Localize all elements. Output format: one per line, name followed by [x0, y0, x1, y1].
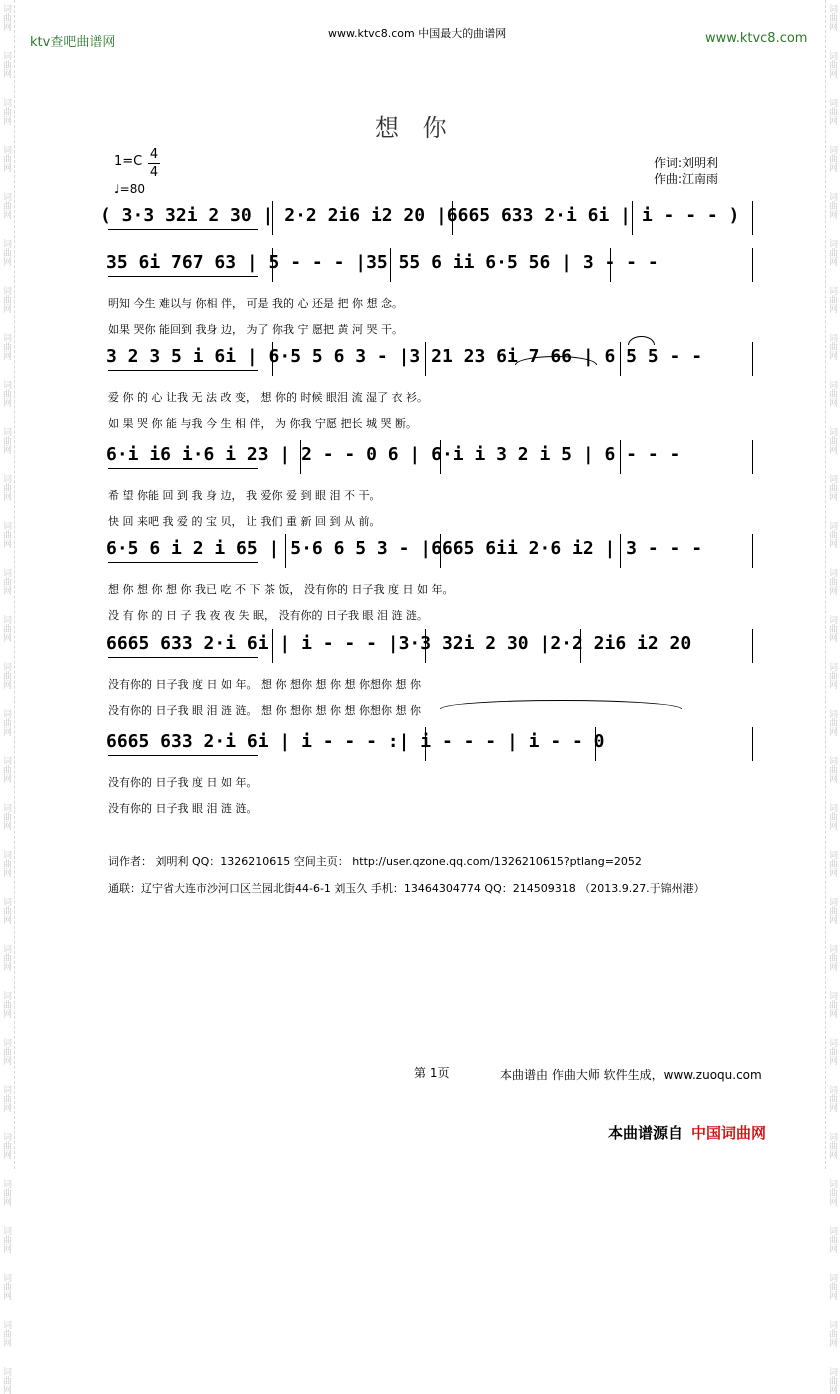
watermark-text: 词曲网 [827, 756, 837, 783]
tempo-value: =80 [119, 182, 145, 196]
watermark-text: 词曲网 [827, 897, 837, 924]
barline [300, 440, 301, 474]
watermark-text: 词曲网 [1, 1085, 11, 1112]
watermark-text: 词曲网 [827, 521, 837, 548]
beam-underline [108, 755, 258, 756]
header-center-site[interactable]: www.ktvc8.com 中国最大的曲谱网 [328, 27, 507, 40]
watermark-text: 词曲网 [827, 239, 837, 266]
watermark-text: 词曲网 [1, 568, 11, 595]
watermark-text: 词曲网 [827, 427, 837, 454]
watermark-text: 词曲网 [827, 1320, 837, 1347]
barline [580, 629, 581, 663]
watermark-text: 词曲网 [1, 662, 11, 689]
watermark-text: 词曲网 [1, 615, 11, 642]
lyric-line: 希 望 你能 回 到 我 身 边， 我 爱你 爱 到 眼 泪 不 干。 [108, 489, 381, 502]
barline [272, 342, 273, 376]
tie-arc [628, 336, 655, 345]
watermark-text: 词曲网 [1, 521, 11, 548]
watermark-text: 词曲网 [1, 803, 11, 830]
watermark-text: 词曲网 [827, 662, 837, 689]
barline [595, 727, 596, 761]
notation-line: 3 2 3 5 i 6i | 6·5 5 6 3 - |3 21 23 6i 7 66 | 6 5 5 - - [106, 346, 703, 367]
time-signature-top: 4 [149, 147, 159, 162]
barline [610, 248, 611, 282]
watermark-text: 词曲网 [827, 1085, 837, 1112]
beam-underline [108, 562, 258, 563]
time-signature-bottom: 4 [149, 165, 159, 180]
composer-credit: 作曲:江南雨 [654, 172, 719, 186]
barline [620, 342, 621, 376]
watermark-text: 词曲网 [827, 1038, 837, 1065]
header-left-site[interactable]: ktv查吧曲谱网 [30, 35, 116, 50]
barline [272, 629, 273, 663]
barline [752, 201, 753, 235]
watermark-text: 词曲网 [827, 286, 837, 313]
watermark-text: 词曲网 [1, 756, 11, 783]
beam-underline [108, 276, 258, 277]
lyric-line: 想 你 想 你 想 你 我已 吃 不 下 茶 饭， 没有你的 日子我 度 日 如 年。 [108, 583, 454, 596]
header-right-site[interactable]: www.ktvc8.com [705, 31, 808, 46]
watermark-text: 词曲网 [827, 474, 837, 501]
left-watermark-strip [0, 0, 15, 1394]
watermark-text: 词曲网 [827, 98, 837, 125]
lyric-line: 没 有 你 的 日 子 我 夜 夜 失 眠， 没有你的 日子我 眼 泪 涟 涟。 [108, 609, 428, 622]
lyric-line: 快 回 来吧 我 爱 的 宝 贝， 让 我们 重 新 回 到 从 前。 [108, 515, 381, 528]
watermark-text: 词曲网 [827, 333, 837, 360]
right-watermark-strip [825, 0, 840, 1394]
barline [752, 727, 753, 761]
page-number: 第 1页 [414, 1066, 450, 1080]
lyric-line: 没有你的 日子我 眼 泪 涟 涟。 想 你 想你 想 你 想 你想你 想 你 [108, 704, 421, 717]
watermark-text: 词曲网 [1, 51, 11, 78]
notation-line: 35 6i 767 63 | 5 - - - |35 55 6 ii 6·5 56 | 3 - - - [106, 252, 659, 273]
generator-credit: 本曲谱由 作曲大师 软件生成，www.zuoqu.com [500, 1068, 762, 1082]
key-signature: 1=C [114, 154, 143, 169]
watermark-text: 词曲网 [1, 850, 11, 877]
watermark-text: 词曲网 [1, 192, 11, 219]
watermark-text: 词曲网 [827, 145, 837, 172]
barline [620, 534, 621, 568]
tie-arc [440, 700, 682, 709]
barline [440, 440, 441, 474]
lyric-line: 没有你的 日子我 度 日 如 年。 [108, 776, 258, 789]
notation-line: 6665 633 2·i 6i | i - - - :| i - - - | i - - 0 [106, 731, 605, 752]
barline [425, 342, 426, 376]
barline [752, 629, 753, 663]
time-signature [148, 146, 160, 181]
watermark-text: 词曲网 [1, 427, 11, 454]
beam-underline [108, 370, 258, 371]
watermark-text: 词曲网 [827, 51, 837, 78]
watermark-text: 词曲网 [827, 1226, 837, 1253]
lyric-line: 如 果 哭 你 能 与我 今 生 相 伴， 为 你我 宁愿 把长 城 哭 断。 [108, 417, 417, 430]
watermark-text: 词曲网 [827, 1179, 837, 1206]
notation-line: 6·i i6 i·6 i 23 | 2 - - 0 6 | 6·i i 3 2 i 5 | 6 - - - [106, 444, 681, 465]
barline [440, 534, 441, 568]
watermark-text: 词曲网 [1, 1132, 11, 1159]
watermark-text: 词曲网 [827, 192, 837, 219]
watermark-text: 词曲网 [827, 850, 837, 877]
watermark-text: 词曲网 [1, 991, 11, 1018]
watermark-text: 词曲网 [1, 145, 11, 172]
watermark-text: 词曲网 [1, 239, 11, 266]
watermark-text: 词曲网 [1, 474, 11, 501]
lyric-line: 没有你的 日子我 眼 泪 涟 涟。 [108, 802, 258, 815]
barline [752, 342, 753, 376]
beam-underline [108, 657, 258, 658]
watermark-text: 词曲网 [1, 98, 11, 125]
watermark-text: 词曲网 [1, 1179, 11, 1206]
watermark-text: 词曲网 [827, 1132, 837, 1159]
source-label: 本曲谱源自 [608, 1124, 684, 1142]
barline [390, 248, 391, 282]
watermark-text: 词曲网 [1, 1038, 11, 1065]
watermark-text: 词曲网 [827, 1367, 837, 1394]
watermark-text: 词曲网 [1, 897, 11, 924]
lyric-line: 没有你的 日子我 度 日 如 年。 想 你 想你 想 你 想 你想你 想 你 [108, 678, 421, 691]
barline [752, 440, 753, 474]
source-site-link[interactable]: 中国词曲网 [691, 1124, 767, 1142]
notation-line: ( 3·3 32i 2 30 | 2·2 2i6 i2 20 |6665 633 2·i 6i | i - - - ) [100, 205, 740, 226]
watermark-text: 词曲网 [1, 1273, 11, 1300]
song-title: 想 你 [375, 114, 455, 142]
barline [285, 534, 286, 568]
quarter-note-icon: ♩ [114, 182, 120, 196]
lyric-line: 明知 今生 难以与 你相 伴， 可是 我的 心 还是 把 你 想 念。 [108, 297, 403, 310]
watermark-text: 词曲网 [1, 4, 11, 31]
barline [425, 727, 426, 761]
beam-underline [108, 229, 258, 230]
watermark-text: 词曲网 [827, 709, 837, 736]
barline [632, 201, 633, 235]
watermark-text: 词曲网 [1, 944, 11, 971]
watermark-text: 词曲网 [1, 333, 11, 360]
watermark-text: 词曲网 [827, 615, 837, 642]
notation-line: 6·5 6 i 2 i 65 | 5·6 6 5 3 - |6665 6ii 2·6 i2 | 3 - - - [106, 538, 703, 559]
watermark-text: 词曲网 [1, 1367, 11, 1394]
lyricist-credit: 作词:刘明利 [654, 156, 719, 170]
barline [452, 201, 453, 235]
watermark-text: 词曲网 [1, 1226, 11, 1253]
notation-line: 6665 633 2·i 6i | i - - - |3·3 32i 2 30 |2·2 2i6 i2 20 [106, 633, 692, 654]
barline [752, 534, 753, 568]
watermark-text: 词曲网 [1, 286, 11, 313]
watermark-text: 词曲网 [827, 568, 837, 595]
lyricist-contact: 词作者： 刘明利 QQ：1326210615 空间主页： http://user.qzone.qq.com/1326210615?ptlang=2052 [108, 855, 642, 868]
lyric-line: 爱 你 的 心 让我 无 法 改 变， 想 你的 时候 眼泪 流 湿了 衣 衫。 [108, 391, 428, 404]
watermark-text: 词曲网 [827, 1273, 837, 1300]
barline [272, 201, 273, 235]
watermark-text: 词曲网 [827, 944, 837, 971]
composer-contact: 通联：辽宁省大连市沙河口区兰园北街44-6-1 刘玉久 手机：13464304774 QQ：214509318 （2013.9.27.于锦州港） [108, 882, 705, 895]
tempo-marking [114, 182, 145, 196]
barline [425, 629, 426, 663]
watermark-text: 词曲网 [827, 4, 837, 31]
watermark-text: 词曲网 [827, 991, 837, 1018]
watermark-text: 词曲网 [1, 380, 11, 407]
watermark-text: 词曲网 [1, 709, 11, 736]
beam-underline [108, 468, 258, 469]
barline [272, 248, 273, 282]
barline [752, 248, 753, 282]
source-credit [608, 1122, 766, 1143]
watermark-text: 词曲网 [827, 803, 837, 830]
watermark-text: 词曲网 [827, 380, 837, 407]
barline [620, 440, 621, 474]
watermark-text: 词曲网 [1, 1320, 11, 1347]
lyric-line: 如果 哭你 能回到 我身 边， 为了 你我 宁 愿把 黄 河 哭 干。 [108, 323, 403, 336]
